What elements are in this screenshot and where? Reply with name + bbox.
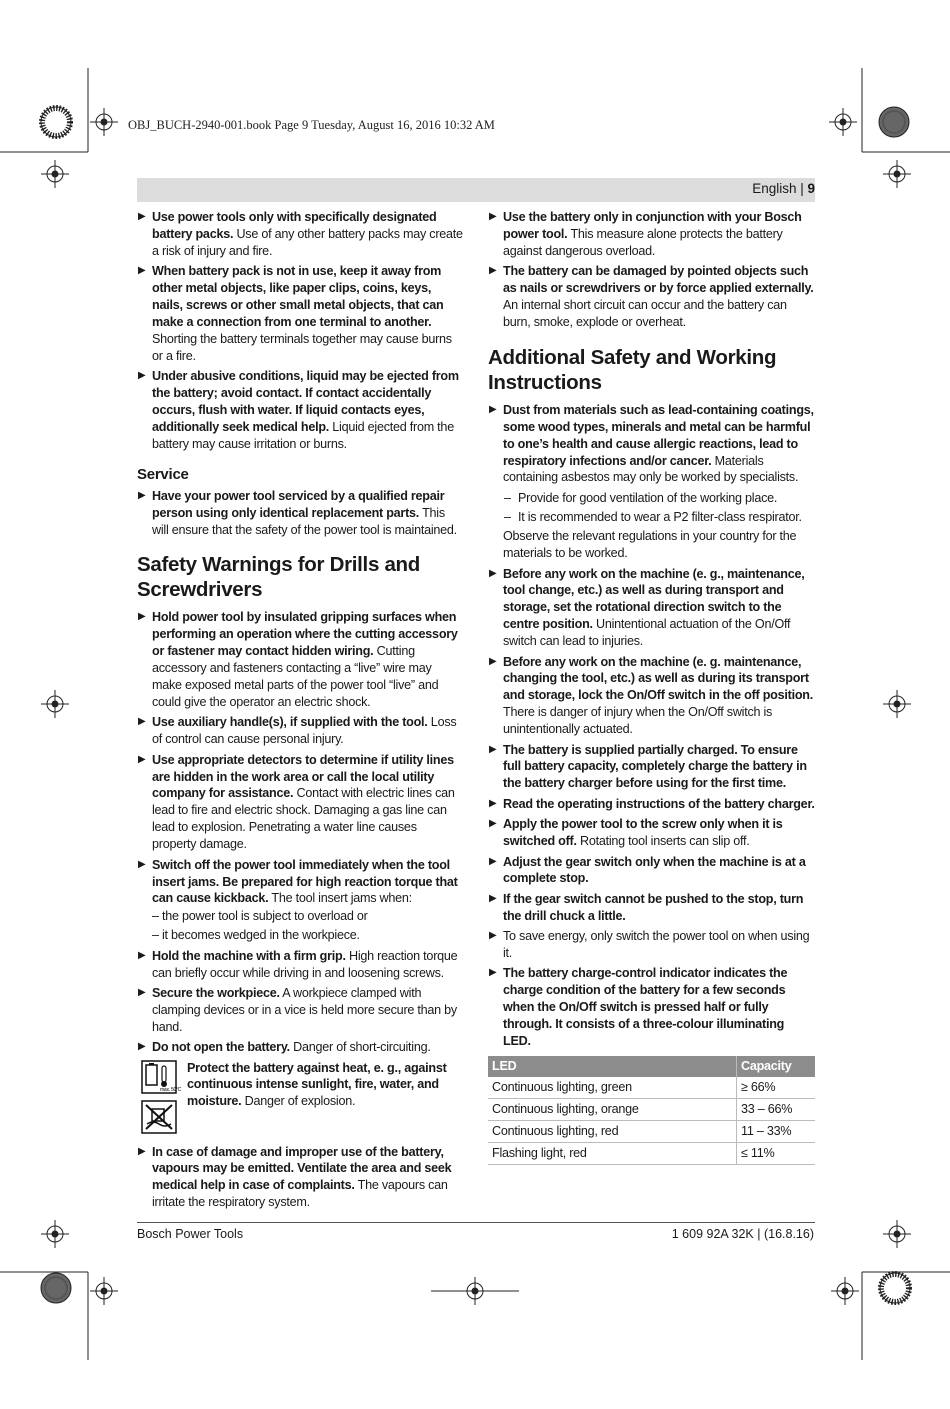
list-item bbox=[137, 1039, 464, 1056]
item-text: An internal short circuit can occur and the battery can burn, smoke, explode or overheat. bbox=[503, 298, 787, 329]
triangle-bullet-icon: ▶ bbox=[489, 892, 497, 904]
item-text: Cutting accessory and fasteners contacting a “live” wire may make exposed metal parts of the power tool “live” and could give the operator an electric shock. bbox=[152, 644, 439, 709]
triangle-bullet-icon: ▶ bbox=[138, 753, 146, 765]
dash-text: It is recommended to wear a P2 filter-class respirator. bbox=[518, 509, 802, 524]
item-text: A workpiece clamped with clamping devices or in a vice is held more secure than by hand. bbox=[152, 985, 457, 1034]
triangle-bullet-icon: ▶ bbox=[489, 855, 497, 867]
item-bold: Use appropriate detectors to determine if utility lines are hidden in the work area or call the local utility company for assistance. bbox=[152, 752, 454, 801]
item-bold: In case of damage and improper use of the battery, vapours may be emitted. Ventilate the area and seek medical help in case of complaints. bbox=[152, 1144, 452, 1193]
item-bold: Secure the workpiece. bbox=[152, 985, 280, 1000]
item-text: Danger of short-circuiting. bbox=[289, 1040, 431, 1055]
table-row bbox=[488, 1098, 815, 1120]
dust-dash-2: – It is recommended to wear a P2 filter-class respirator. bbox=[504, 509, 802, 524]
heat-warning-block bbox=[137, 1060, 464, 1134]
item-bold: Use the battery only in conjunction with your Bosch power tool. bbox=[503, 210, 802, 241]
item-text: High reaction torque can briefly occur while driving in and loosening screws. bbox=[152, 948, 458, 980]
triangle-bullet-icon: ▶ bbox=[489, 567, 497, 579]
triangle-bullet-icon: ▶ bbox=[138, 858, 146, 870]
list-item bbox=[488, 566, 815, 651]
jam-sub-1: – the power tool is subject to overload or bbox=[152, 908, 368, 923]
item-bold: When battery pack is not in use, keep it away from other metal objects, like paper clips, coins, keys, nails, screws or other small metal objects, that can make a connection from one terminal to another. bbox=[152, 264, 444, 329]
list-item bbox=[137, 948, 464, 982]
table-cell-capacity: 11 – 33% bbox=[737, 1120, 816, 1142]
drills-heading: Safety Warnings for Drills and Screwdrivers bbox=[137, 553, 420, 602]
list-item bbox=[137, 368, 464, 453]
triangle-bullet-icon: ▶ bbox=[138, 489, 146, 501]
list-item bbox=[488, 928, 815, 962]
list-item bbox=[137, 609, 464, 710]
running-header bbox=[752, 181, 815, 196]
drills-list-2 bbox=[137, 948, 464, 1056]
service-item bbox=[137, 488, 464, 539]
list-item bbox=[137, 263, 464, 364]
triangle-bullet-icon: ▶ bbox=[489, 818, 497, 830]
list-item bbox=[137, 985, 464, 1036]
item-bold: Have your power tool serviced by a qualified repair person using only identical replacement parts. bbox=[152, 488, 445, 520]
triangle-bullet-icon: ▶ bbox=[138, 716, 146, 728]
left-battery-list bbox=[137, 209, 464, 453]
footer-rule bbox=[137, 1222, 815, 1223]
item-text: Contact with electric lines can lead to fire and electric shock. Damaging a gas line can lead to explosion. Penetrating a water line causes property damage. bbox=[152, 786, 455, 852]
item-text: Materials containing asbestos may only be worked by specialists. bbox=[503, 453, 799, 485]
list-item bbox=[488, 854, 815, 888]
list-item bbox=[488, 965, 815, 1050]
table-cell-capacity: 33 – 66% bbox=[737, 1098, 816, 1120]
table-header-capacity: Capacity bbox=[737, 1056, 816, 1077]
list-item bbox=[137, 209, 464, 260]
left-column bbox=[137, 209, 464, 1215]
table-cell-led: Continuous lighting, orange bbox=[488, 1098, 737, 1120]
dust-after: Observe the relevant regulations in your country for the materials to be worked. bbox=[503, 528, 797, 560]
dust-dash-1: – Provide for good ventilation of the working place. bbox=[504, 490, 778, 505]
triangle-bullet-icon: ▶ bbox=[138, 370, 146, 382]
item-bold: Hold power tool by insulated gripping surfaces when performing an operation where the cutting accessory or fastener may contact hidden wiring. bbox=[152, 610, 458, 659]
item-bold: Under abusive conditions, liquid may be ejected from the battery; avoid contact. If contact accidentally occurs, flush with water. If liquid contacts eyes, additionally seek medical help. bbox=[152, 369, 459, 434]
item-bold: Before any work on the machine (e. g. maintenance, changing the tool, etc.) as well as during its transport and storage, lock the On/Off switch in the off position. bbox=[503, 654, 813, 703]
item-text: Unintentional actuation of the On/Off switch can lead to injuries. bbox=[503, 617, 791, 649]
list-item bbox=[137, 714, 464, 748]
header-bar bbox=[137, 178, 815, 202]
item-bold: If the gear switch cannot be pushed to the stop, turn the drill chuck a little. bbox=[503, 891, 804, 923]
list-item bbox=[488, 742, 815, 793]
dust-item bbox=[488, 402, 815, 487]
item-bold: Hold the machine with a firm grip. bbox=[152, 948, 346, 963]
list-item bbox=[488, 263, 815, 331]
item-text: To save energy, only switch the power tool on when using it. bbox=[503, 929, 810, 961]
triangle-bullet-icon: ▶ bbox=[138, 1145, 146, 1157]
item-text: Loss of control can cause personal injury. bbox=[152, 715, 457, 747]
item-bold: Use power tools only with specifically designated battery packs. bbox=[152, 210, 437, 241]
vapour-item bbox=[137, 1144, 464, 1212]
item-bold: Read the operating instructions of the battery charger. bbox=[503, 796, 815, 811]
triangle-bullet-icon: ▶ bbox=[489, 655, 497, 667]
list-item bbox=[488, 796, 815, 813]
triangle-bullet-icon: ▶ bbox=[138, 611, 146, 623]
triangle-bullet-icon: ▶ bbox=[138, 211, 146, 222]
item-text: The vapours can irritate the respiratory system. bbox=[152, 1178, 448, 1210]
list-item bbox=[488, 209, 815, 260]
table-row bbox=[488, 1120, 815, 1142]
heat-item bbox=[187, 1060, 452, 1134]
no-water-icon bbox=[141, 1100, 177, 1134]
dash-text: Provide for good ventilation of the working place. bbox=[518, 490, 778, 505]
warning-icons bbox=[141, 1060, 182, 1134]
item-bold: Switch off the power tool immediately when the tool insert jams. Be prepared for high reaction torque that can cause kickback. bbox=[152, 857, 458, 906]
printer-slug: OBJ_BUCH-2940-001.book Page 9 Tuesday, August 16, 2016 10:32 AM bbox=[128, 118, 495, 132]
footer-brand: Bosch Power Tools bbox=[137, 1227, 244, 1241]
header-language: English bbox=[752, 181, 797, 196]
item-bold: The battery charge-control indicator indicates the charge condition of the battery for a few seconds when the On/Off switch is pressed half or fully through. It consists of a three-colour illuminating LED. bbox=[503, 966, 788, 1049]
table-body bbox=[488, 1077, 815, 1164]
item-text: This measure alone protects the battery against dangerous overload. bbox=[503, 226, 783, 258]
list-item bbox=[137, 857, 464, 908]
item-text: Danger of explosion. bbox=[241, 1094, 356, 1109]
table-cell-capacity: ≥ 66% bbox=[737, 1077, 816, 1098]
triangle-bullet-icon: ▶ bbox=[489, 743, 497, 755]
list-item bbox=[488, 816, 815, 850]
table-header-led: LED bbox=[488, 1056, 737, 1077]
item-bold: The battery is supplied partially charged. To ensure full battery capacity, completely charge the battery in the battery charger before using for the first time. bbox=[503, 742, 807, 791]
item-bold: Do not open the battery. bbox=[152, 1040, 290, 1055]
item-text: Shorting the battery terminals together may cause burns or a fire. bbox=[152, 331, 452, 363]
item-bold: Protect the battery against heat, e. g., against continuous intense sunlight, fire, water, and moisture. bbox=[187, 1060, 447, 1109]
triangle-bullet-icon: ▶ bbox=[489, 265, 497, 277]
list-item bbox=[488, 891, 815, 925]
header-separator: | bbox=[796, 181, 808, 196]
additional-heading: Additional Safety and Working Instructions bbox=[488, 345, 777, 394]
item-bold: Adjust the gear switch only when the machine is at a complete stop. bbox=[503, 854, 806, 886]
table-cell-led: Continuous lighting, green bbox=[488, 1077, 737, 1098]
page-number: 9 bbox=[807, 181, 815, 196]
table-cell-led: Flashing light, red bbox=[488, 1142, 737, 1164]
list-item bbox=[488, 654, 815, 739]
heat-icon-label: max. 50°C bbox=[160, 1086, 182, 1093]
table-row bbox=[488, 1142, 815, 1164]
right-column bbox=[488, 209, 815, 1165]
triangle-bullet-icon: ▶ bbox=[489, 797, 497, 809]
item-bold: Use auxiliary handle(s), if supplied with the tool. bbox=[152, 715, 428, 730]
footer-code: 1 609 92A 32K | (16.8.16) bbox=[671, 1227, 814, 1241]
item-text: This will ensure that the safety of the power tool is maintained. bbox=[152, 505, 457, 537]
item-bold: The battery can be damaged by pointed objects such as nails or screwdrivers or by force applied externally. bbox=[503, 264, 814, 296]
triangle-bullet-icon: ▶ bbox=[138, 986, 146, 998]
led-table bbox=[488, 1056, 815, 1165]
triangle-bullet-icon: ▶ bbox=[489, 967, 497, 979]
triangle-bullet-icon: ▶ bbox=[489, 930, 497, 942]
item-text: There is danger of injury when the On/Off switch is unintentionally actuated. bbox=[503, 705, 773, 737]
item-bold: Apply the power tool to the screw only when it is switched off. bbox=[503, 817, 783, 849]
right-battery-list bbox=[488, 209, 815, 331]
table-header-row bbox=[488, 1056, 815, 1077]
list-item bbox=[137, 752, 464, 853]
item-bold: Dust from materials such as lead-containing coatings, some wood types, minerals and metal can be harmful to one’s health and cause allergic reactions, lead to respiratory infections and/or cancer. bbox=[503, 402, 814, 468]
item-text: The tool insert jams when: bbox=[268, 891, 412, 906]
item-bold: Before any work on the machine (e. g., maintenance, tool change, etc.) as well as during transport and storage, set the rotational direction switch to the centre position. bbox=[503, 566, 805, 632]
jam-sub-2: – it becomes wedged in the workpiece. bbox=[152, 927, 360, 942]
table-row bbox=[488, 1077, 815, 1098]
table-cell-led: Continuous lighting, red bbox=[488, 1120, 737, 1142]
item-text: Liquid ejected from the battery may cause irritation or burns. bbox=[152, 419, 454, 451]
triangle-bullet-icon: ▶ bbox=[138, 949, 146, 961]
triangle-bullet-icon: ▶ bbox=[489, 211, 497, 222]
triangle-bullet-icon: ▶ bbox=[138, 1041, 146, 1053]
right-items-list bbox=[488, 566, 815, 1050]
service-heading: Service bbox=[137, 465, 189, 483]
item-text: Use of any other battery packs may create a risk of injury and fire. bbox=[152, 226, 463, 258]
drills-list bbox=[137, 609, 464, 907]
table-cell-capacity: ≤ 11% bbox=[737, 1142, 816, 1164]
battery-heat-icon bbox=[141, 1060, 182, 1094]
triangle-bullet-icon: ▶ bbox=[489, 403, 497, 415]
triangle-bullet-icon: ▶ bbox=[138, 265, 146, 277]
item-text: Rotating tool inserts can slip off. bbox=[576, 834, 750, 849]
